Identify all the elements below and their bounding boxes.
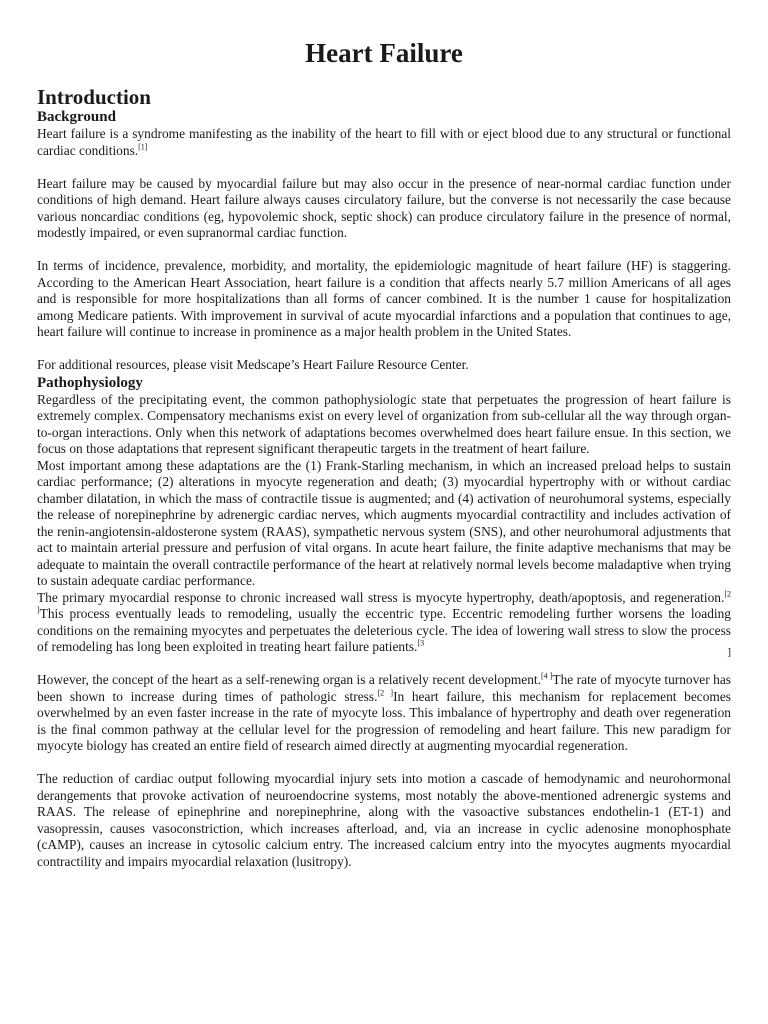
citation-ref: [2 ]: [37, 589, 731, 615]
paragraph-text: The rate of myocyte turnover has been shown to increase during times of pathologic stress.: [37, 672, 732, 704]
document-title: Heart Failure: [305, 38, 463, 68]
paragraph-background-1: [37, 126, 731, 159]
section-heading-introduction: Introduction: [37, 85, 151, 109]
paragraph-background-3: In terms of incidence, prevalence, morbidity, and mortality, the epidemiologic magnitude of heart failure (HF) is staggering. According to the American Heart Association, heart failure is a condition that affects nearly 5.7 million Americans of all ages and is responsible for more hospitalizations than all forms of cancer combined. It is the number 1 cause for hospitalization among Medicare patients. With improvement in survival of acute myocardial infarctions and a population that continues to age, heart failure will continue to increase in prominence as a major health problem in the United States.: [37, 258, 731, 339]
subsection-heading-background: Background: [37, 109, 116, 125]
citation-ref: [4 ]: [540, 671, 553, 681]
paragraph-text: Heart failure is a syndrome manifesting as the inability of the heart to fill with or eject blood due to any structural or functional cardiac conditions.: [37, 126, 731, 158]
paragraph-patho-2: Most important among these adaptations are the (1) Frank-Starling mechanism, in which an increased preload helps to sustain cardiac performance; (2) alterations in myocyte regeneration and death; (3) myocardial hypertrophy with or without cardiac chamber dilatation, in which the mass of contractile tissue is augmented; and (4) activation of neurohumoral systems, especially the release of norepinephrine by adrenergic cardiac nerves, which augments myocardial contractility and includes activation of the renin-angiotensin-aldosterone system (RAAS), sympathetic nervous system (SNS), and other neurohumoral adjustments that act to maintain arterial pressure and perfusion of vital organs. In acute heart failure, the finite adaptive mechanisms that may be adequate to maintain the overall contractile performance of the heart at relatively normal levels become maladaptive when trying to sustain adequate cardiac performance.: [37, 457, 731, 588]
citation-ref: [1]: [138, 142, 148, 152]
paragraph-text: However, the concept of the heart as a self-renewing organ is a relatively recent development.: [37, 672, 541, 687]
paragraph-patho-1: Regardless of the precipitating event, the common pathophysiologic state that perpetuates the progression of heart failure is extremely complex. Compensatory mechanisms exist on every level of organization from sub-cellular all the way through organ-to-organ interactions. Only when this network of adaptations becomes overwhelmed does heart failure ensue. In this section, we focus on those adaptations that represent significant therapeutic targets in the treatment of heart failure.: [37, 391, 731, 456]
paragraph-text: The primary myocardial response to chronic increased wall stress is myocyte hypertrophy, death/apoptosis, and regeneration.: [37, 589, 725, 605]
subsection-heading-pathophysiology: Pathophysiology: [37, 374, 143, 391]
citation-ref-close: ]: [727, 645, 731, 658]
paragraph-patho-3: [37, 590, 731, 656]
paragraph-background-2: Heart failure may be caused by myocardial failure but may also occur in the presence of near-normal cardiac function under conditions of high demand. Heart failure always causes circulatory failure, but the converse is not necessarily the case because various noncardiac conditions (eg, hypovolemic shock, septic shock) can produce circulatory failure in the presence of normal, modestly impaired, or even supranormal cardiac function.: [37, 175, 731, 240]
paragraph-text: In heart failure, this mechanism for replacement becomes overwhelmed by an even faster increase in the rate of myocyte loss. This imbalance of hypertrophy and death over regeneration is the final common pathway at the cellular level for the progression of remodeling and heart failure. This new paradigm for myocyte biology has created an entire field of research aimed directly at augmenting myocardial regeneration.: [37, 688, 731, 753]
paragraph-patho-4: [37, 672, 731, 755]
paragraph-patho-5: The reduction of cardiac output following myocardial injury sets into motion a cascade of hemodynamic and neurohormonal derangements that provoke activation of neuroendocrine systems, most notably the above-mentioned adrenergic systems and RAAS. The release of epinephrine and norepinephrine, along with the vasoactive substances endothelin-1 (ET-1) and vasopressin, causes vasoconstriction, which increases afterload, and, via an increase in cyclic adenosine monophosphate (cAMP), causes an increase in cytosolic calcium entry. The increased calcium entry into the myocytes augments myocardial contractility and impairs myocardial relaxation (lusitropy).: [37, 771, 731, 869]
paragraph-resources: For additional resources, please visit Medscape’s Heart Failure Resource Center.: [37, 357, 469, 372]
paragraph-text: This process eventually leads to remodeling, usually the eccentric type. Eccentric remodeling further worsens the loading conditions on the remaining myocytes and perpetuates the deleterious cycle. The idea of lowering wall stress to slow the process of remodeling has long been exploited in treating heart failure patients.: [37, 606, 731, 654]
document-page: [37, 0, 731, 870]
citation-ref: [3: [417, 638, 425, 648]
citation-ref: [2 ]: [377, 688, 394, 698]
